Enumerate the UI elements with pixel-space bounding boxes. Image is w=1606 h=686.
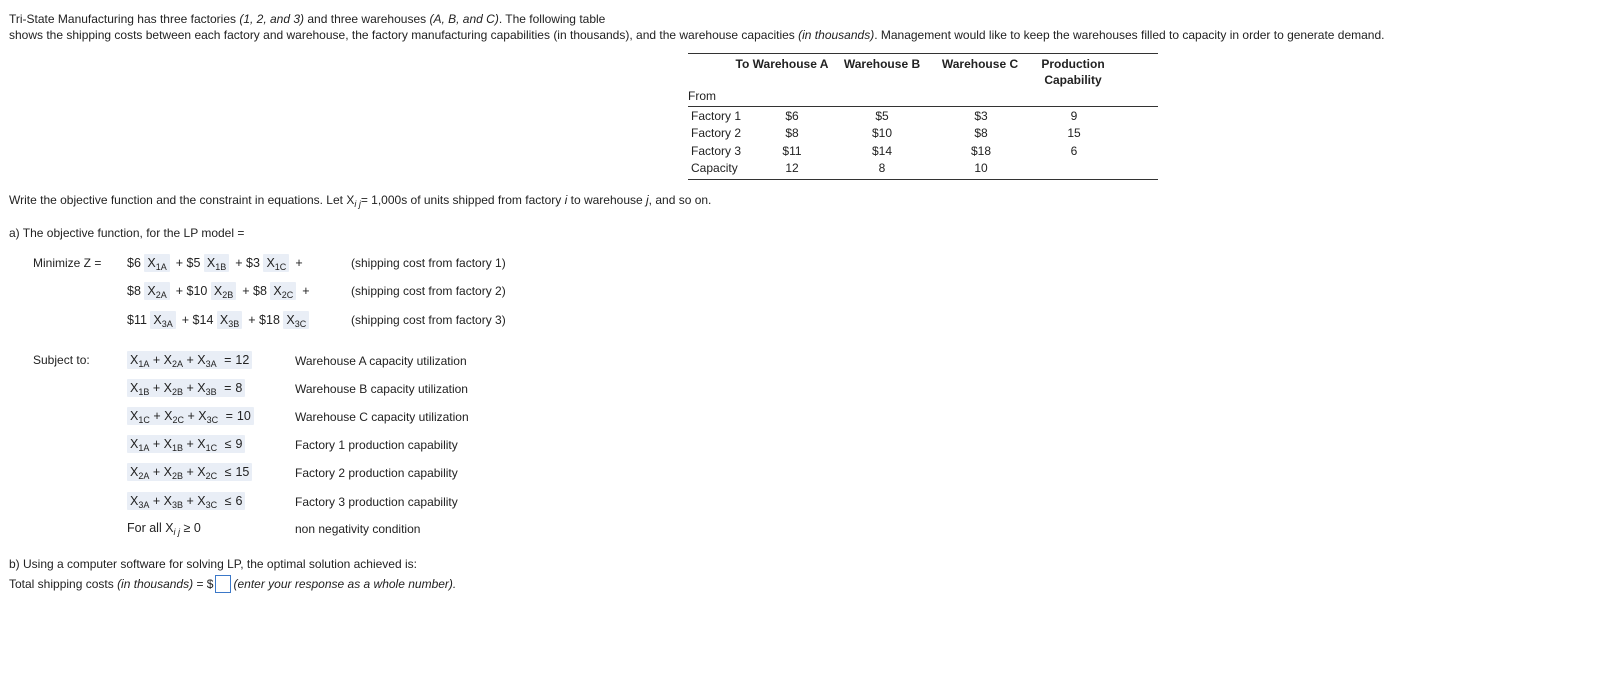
decision-variable xyxy=(217,311,242,329)
table-cell-c: 10 xyxy=(974,161,988,175)
instruction-subscript: i j xyxy=(354,199,361,209)
variable-subscript: 3C xyxy=(205,500,218,510)
nonnegativity-description: non negativity condition xyxy=(295,522,421,536)
constraint-rhs: 8 xyxy=(235,381,243,395)
decision-variable xyxy=(204,254,229,272)
nonneg-subscript: i j xyxy=(173,527,181,537)
objective-coefficient: + $14 xyxy=(181,313,214,327)
constraint-description: Warehouse C capacity utilization xyxy=(295,410,469,424)
table-cell-c: $3 xyxy=(974,109,988,123)
table-header-rule xyxy=(688,106,1158,107)
variable-subscript: 2C xyxy=(205,471,218,481)
constraint-description: Factory 2 production capability xyxy=(295,466,458,480)
variable-symbol: X xyxy=(130,381,139,395)
table-top-rule xyxy=(688,53,1158,54)
minimize-label: Minimize Z = xyxy=(33,256,102,270)
intro-text: and three warehouses xyxy=(304,12,430,26)
variable-subscript: 2B xyxy=(171,471,183,481)
instruction-text xyxy=(9,193,711,207)
decision-variable xyxy=(270,282,296,300)
constraint-description: Warehouse B capacity utilization xyxy=(295,382,468,396)
variable-symbol: X xyxy=(197,381,206,395)
variable-subscript: 3B xyxy=(171,500,183,510)
instruction-part: to warehouse xyxy=(567,193,646,207)
constraint-rhs: 6 xyxy=(235,494,243,508)
total-cost-input[interactable] xyxy=(215,575,231,593)
objective-term xyxy=(176,256,230,270)
intro-text: shows the shipping costs between each factory and warehouse, the factory manufacturing capabilities (in thousands), and the warehouse capacities xyxy=(9,28,799,42)
part-b-title: b) Using a computer software for solving LP, the optimal solution achieved is: xyxy=(9,557,417,571)
header-warehouse-a: To Warehouse A xyxy=(735,57,829,71)
intro-italic: (A, B, and C) xyxy=(429,12,499,26)
constraint-equation xyxy=(127,409,254,423)
decision-variable xyxy=(211,282,236,300)
constraint-description: Warehouse A capacity utilization xyxy=(295,354,467,368)
intro-line-1 xyxy=(9,11,1385,27)
header-warehouse-c: Warehouse C xyxy=(941,57,1019,71)
constraint-expression: $X_{1C} + X_{2C} + X_{3C} = 10$ xyxy=(127,407,254,425)
variable-symbol: X xyxy=(206,256,216,270)
decision-variable xyxy=(144,282,169,300)
intro-italic: (1, 2, and 3) xyxy=(239,12,305,26)
variable-symbol: X xyxy=(163,353,172,367)
objective-plus: + xyxy=(295,256,303,270)
total-cost-label: Total shipping costs xyxy=(9,577,118,591)
objective-coefficient: + $10 xyxy=(175,284,208,298)
decision-variable xyxy=(283,311,309,329)
answer-hint: (enter your response as a whole number). xyxy=(233,577,457,591)
constraint-equation xyxy=(127,381,245,395)
table-row-label: Factory 1 xyxy=(691,109,742,123)
problem-intro xyxy=(9,11,1385,43)
variable-symbol: X xyxy=(130,409,139,423)
variable-subscript: 1C xyxy=(138,415,150,425)
variable-subscript: 2B xyxy=(171,387,183,397)
intro-text: . The following table xyxy=(498,12,606,26)
variable-subscript: 3B xyxy=(228,319,240,329)
variable-subscript: 2C xyxy=(172,415,184,425)
table-cell-a: 12 xyxy=(785,161,799,175)
constraint-relation: ≤ xyxy=(224,437,232,451)
table-cell-a: $6 xyxy=(785,109,799,123)
variable-symbol: X xyxy=(197,494,206,508)
objective-term xyxy=(127,284,170,298)
objective-note: (shipping cost from factory 1) xyxy=(351,256,506,270)
variable-symbol: X xyxy=(197,465,206,479)
variable-symbol: X xyxy=(197,437,206,451)
total-cost-row xyxy=(9,575,456,593)
table-cell-cap: 9 xyxy=(1070,109,1078,123)
variable-subscript: 3A xyxy=(161,319,173,329)
objective-term xyxy=(176,284,236,298)
constraint-relation: = xyxy=(224,353,232,367)
variable-subscript: 3A xyxy=(138,500,150,510)
variable-symbol: X xyxy=(164,409,173,423)
objective-note: (shipping cost from factory 3) xyxy=(351,313,506,327)
variable-subscript: 1A xyxy=(138,443,150,453)
decision-variable xyxy=(144,254,169,272)
nonneg-text: For all X xyxy=(127,521,174,535)
decision-variable xyxy=(263,254,289,272)
constraint-relation: ≤ xyxy=(224,494,232,508)
total-cost-equals: = $ xyxy=(193,577,214,591)
part-a-title: a) The objective function, for the LP model = xyxy=(9,226,245,240)
variable-symbol: X xyxy=(163,381,172,395)
variable-subscript: 2B xyxy=(222,290,234,300)
variable-symbol: X xyxy=(213,284,223,298)
table-cell-b: $14 xyxy=(871,144,893,158)
variable-symbol: X xyxy=(163,437,172,451)
variable-subscript: 1B xyxy=(215,262,227,272)
instruction-part: , and so on. xyxy=(648,193,712,207)
constraint-expression: $X_{2A} + X_{2B} + X_{2C} \le 15$ xyxy=(127,463,252,481)
variable-symbol: X xyxy=(147,256,156,270)
variable-subscript: 1C xyxy=(274,262,287,272)
variable-subscript: 3C xyxy=(206,415,219,425)
table-row-label: Factory 2 xyxy=(691,126,742,140)
instruction-part: = 1,000s of units shipped from factory xyxy=(360,193,565,207)
constraint-description: Factory 3 production capability xyxy=(295,495,458,509)
from-label: From xyxy=(688,89,716,103)
constraint-expression: $X_{1B} + X_{2B} + X_{3B} = 8$ xyxy=(127,379,245,397)
variable-symbol: X xyxy=(266,256,275,270)
variable-subscript: 2A xyxy=(138,471,150,481)
variable-subscript: 2A xyxy=(155,290,167,300)
constraint-relation: ≤ xyxy=(224,465,232,479)
objective-row xyxy=(127,284,310,298)
table-cell-cap: 15 xyxy=(1067,126,1081,140)
table-cell-c: $8 xyxy=(974,126,988,140)
objective-term xyxy=(127,256,170,270)
instruction-italic: j xyxy=(646,193,649,207)
constraint-equation xyxy=(127,494,245,508)
objective-coefficient: + $5 xyxy=(175,256,201,270)
nonneg-text: ≥ 0 xyxy=(180,521,201,535)
constraint-rhs: 12 xyxy=(235,353,250,367)
variable-symbol: X xyxy=(197,353,206,367)
constraint-rhs: 10 xyxy=(236,409,251,423)
variable-subscript: 2A xyxy=(171,359,183,369)
header-production-line1: Production xyxy=(1041,57,1105,71)
variable-symbol: X xyxy=(273,284,282,298)
constraint-relation: = xyxy=(225,409,233,423)
objective-term xyxy=(235,256,289,270)
table-cell-b: 8 xyxy=(878,161,886,175)
header-production xyxy=(1028,56,1118,88)
variable-subscript: 3B xyxy=(205,387,217,397)
intro-text: . Management would like to keep the warehouses filled to capacity in order to generate demand. xyxy=(874,28,1385,42)
objective-plus: + xyxy=(302,284,310,298)
table-cell-b: $5 xyxy=(875,109,889,123)
objective-term xyxy=(182,313,242,327)
objective-coefficient: $8 xyxy=(127,284,141,298)
variable-subscript: 3A xyxy=(205,359,217,369)
table-cell-a: $8 xyxy=(785,126,799,140)
table-row-label: Capacity xyxy=(691,161,738,175)
intro-text: Tri-State Manufacturing has three factories xyxy=(9,12,240,26)
table-bottom-rule xyxy=(688,179,1158,180)
header-production-line2: Capability xyxy=(1044,73,1102,87)
variable-subscript: 1B xyxy=(171,443,183,453)
variable-symbol: X xyxy=(163,465,172,479)
objective-coefficient: + $8 xyxy=(242,284,267,298)
table-cell-a: $11 xyxy=(782,144,802,158)
constraint-rhs: 9 xyxy=(235,437,243,451)
table-cell-cap: 6 xyxy=(1070,144,1078,158)
constraint-relation: = xyxy=(224,381,232,395)
objective-term xyxy=(248,313,309,327)
objective-term xyxy=(242,284,296,298)
variable-symbol: X xyxy=(219,313,229,327)
variable-symbol: X xyxy=(286,313,295,327)
constraint-expression: $X_{1A} + X_{1B} + X_{1C} \le 9$ xyxy=(127,435,245,453)
objective-row xyxy=(127,256,303,270)
variable-subscript: 1B xyxy=(138,387,150,397)
variable-subscript: 3C xyxy=(294,319,307,329)
table-row-label: Factory 3 xyxy=(691,144,742,158)
subject-to-label: Subject to: xyxy=(33,353,90,367)
constraint-equation xyxy=(127,465,252,479)
objective-coefficient: + $18 xyxy=(248,313,280,327)
variable-symbol: X xyxy=(147,284,156,298)
constraint-equation xyxy=(127,437,245,451)
instruction-italic: i xyxy=(564,193,568,207)
variable-symbol: X xyxy=(130,465,139,479)
objective-coefficient: + $3 xyxy=(235,256,260,270)
decision-variable xyxy=(150,311,175,329)
variable-subscript: 2C xyxy=(281,290,294,300)
nonnegativity-constraint xyxy=(127,521,201,535)
header-warehouse-b: Warehouse B xyxy=(843,57,921,71)
objective-note: (shipping cost from factory 2) xyxy=(351,284,506,298)
objective-term xyxy=(127,313,176,327)
constraint-expression: $X_{1A} + X_{2A} + X_{3A} = 12$ xyxy=(127,351,252,369)
table-cell-b: $10 xyxy=(871,126,893,140)
total-cost-unit: (in thousands) xyxy=(117,577,194,591)
constraint-description: Factory 1 production capability xyxy=(295,438,458,452)
constraint-expression: $X_{3A} + X_{3B} + X_{3C} \le 6$ xyxy=(127,492,245,510)
variable-symbol: X xyxy=(130,353,139,367)
variable-symbol: X xyxy=(130,494,139,508)
instruction-part: Write the objective function and the constraint in equations. Let X xyxy=(9,193,355,207)
variable-symbol: X xyxy=(163,494,172,508)
table-cell-c: $18 xyxy=(970,144,992,158)
variable-symbol: X xyxy=(198,409,207,423)
constraint-equation xyxy=(127,353,252,367)
intro-italic: (in thousands) xyxy=(798,28,875,42)
variable-subscript: 1A xyxy=(138,359,150,369)
objective-coefficient: $6 xyxy=(127,256,141,270)
variable-symbol: X xyxy=(130,437,139,451)
variable-subscript: 1A xyxy=(155,262,167,272)
objective-coefficient: $11 xyxy=(127,313,147,327)
intro-line-2 xyxy=(9,27,1385,43)
variable-symbol: X xyxy=(153,313,162,327)
objective-row xyxy=(127,313,315,327)
variable-subscript: 1C xyxy=(205,443,218,453)
constraint-rhs: 15 xyxy=(235,465,250,479)
